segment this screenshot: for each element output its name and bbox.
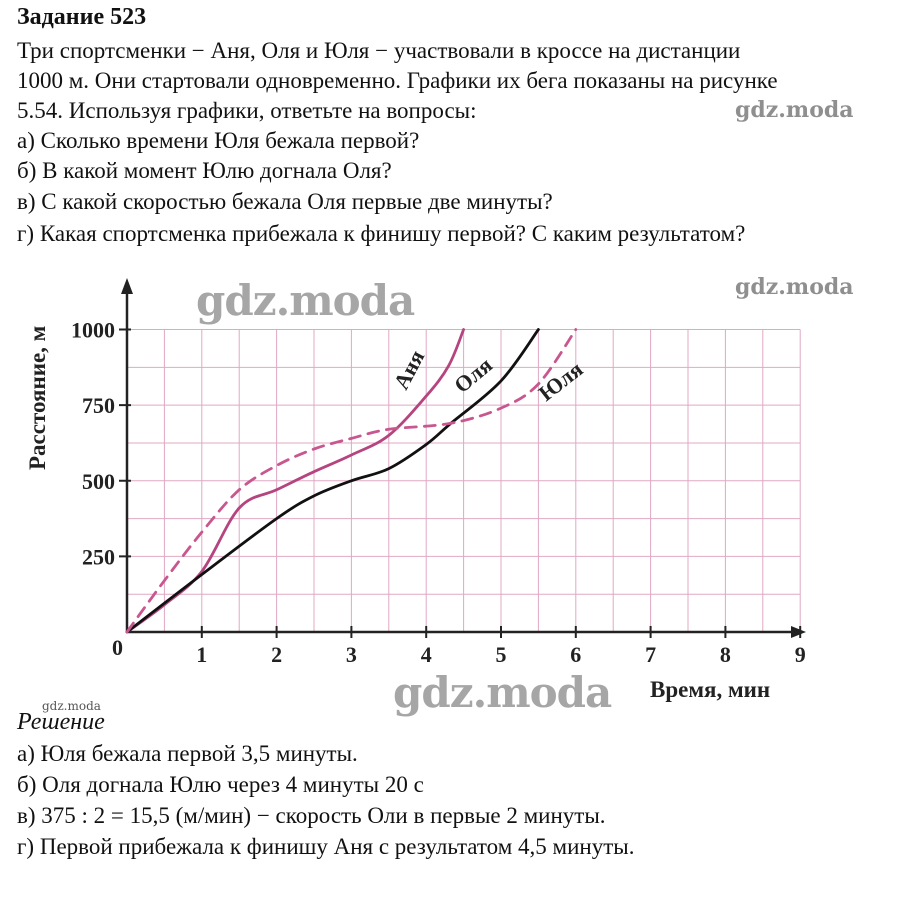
answer-d: г) Первой прибежала к финишу Аня с результатом 4,5 минуты. (17, 834, 635, 859)
question-c: в) С какой скоростью бежала Оля первые две минуты? (17, 189, 553, 214)
question-a: а) Сколько времени Юля бежала первой? (17, 128, 420, 153)
origin-label: 0 (112, 635, 123, 660)
x-tick-label: 2 (271, 642, 283, 667)
y-tick-label: 750 (82, 393, 115, 419)
y-axis-label: Расстояние, м (25, 325, 50, 470)
x-tick-label: 1 (196, 642, 208, 667)
answer-a: а) Юля бежала первой 3,5 минуты. (17, 741, 358, 766)
watermark-top: gdz.moda (735, 97, 854, 123)
y-tick-label: 250 (82, 544, 115, 570)
x-axis-label: Время, мин (650, 677, 771, 702)
y-tick-label: 500 (82, 468, 115, 494)
x-tick-label: 4 (420, 642, 432, 667)
x-tick-label: 3 (345, 642, 357, 667)
solution-heading: Решение (17, 709, 105, 735)
question-d: г) Какая спортсменка прибежала к финишу первой? С каким результатом? (17, 221, 746, 246)
watermark-chart-right: gdz.moda (735, 274, 854, 300)
watermark-bottom: gdz.moda (393, 668, 612, 717)
x-tick-label: 9 (794, 642, 806, 667)
task-title: Задание 523 (17, 4, 147, 30)
series-label-olya: Оля (449, 352, 497, 398)
series-label-anya: Аня (388, 345, 430, 394)
task-line-2: 1000 м. Они стартовали одновременно. Графики их бега показаны на рисунке (17, 68, 778, 93)
answer-b: б) Оля догнала Юлю через 4 минуты 20 с (17, 772, 424, 797)
watermark-tiny: gdz.moda (42, 699, 101, 713)
y-axis-arrow (121, 278, 133, 294)
task-line-1: Три спортсменки − Аня, Оля и Юля − участвовали в кроссе на дистанции (17, 38, 741, 63)
x-tick-label: 5 (495, 642, 507, 667)
x-axis-arrow (791, 626, 806, 638)
x-tick-label: 7 (645, 642, 657, 667)
question-b: б) В какой момент Юлю догнала Оля? (17, 158, 392, 183)
answer-c: в) 375 : 2 = 15,5 (м/мин) − скорость Оли в первые 2 минуты. (17, 803, 606, 828)
series-label-yulya: Юля (533, 356, 588, 406)
y-tick-label: 1000 (71, 317, 115, 343)
x-tick-label: 8 (719, 642, 731, 667)
watermark-chart-left: gdz.moda (196, 276, 415, 325)
chart-ticks (71, 318, 806, 668)
task-line-3: 5.54. Используя графики, ответьте на вопросы: (17, 98, 477, 123)
x-tick-label: 6 (570, 642, 582, 667)
